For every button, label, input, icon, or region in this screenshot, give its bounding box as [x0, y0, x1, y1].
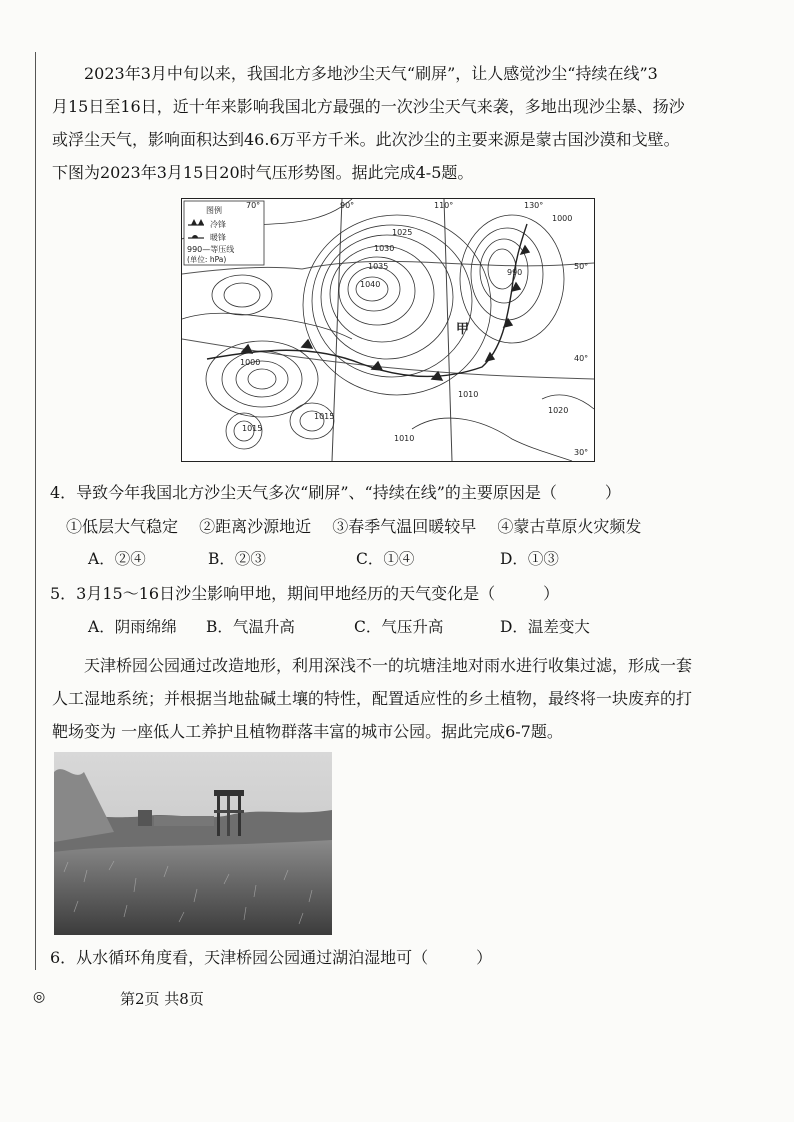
- intro-line-1: 2023年3月中旬以来，我国北方多地沙尘天气“刷屏”，让人感觉沙尘“持续在线”3: [84, 64, 658, 83]
- label-990: 990: [507, 268, 523, 277]
- label-place-jia: 甲: [456, 322, 470, 337]
- intro-paragraph-4: [52, 156, 752, 189]
- map-lat-50: 50°: [574, 262, 589, 271]
- label-1020: 1020: [548, 406, 569, 415]
- intro-paragraph-2: [52, 90, 752, 123]
- label-1015-b: 1015: [242, 424, 263, 433]
- footer-mark-icon: ◎: [33, 989, 46, 1005]
- question-4-items: [66, 515, 657, 539]
- intro2-line-2: 人工湿地系统；并根据当地盐碱土壤的特性，配置适应性的乡土植物，最终将一块废弃的打: [52, 689, 693, 708]
- intro-line-2: 月15日至16日，近十年来影响我国北方最强的一次沙尘天气来袭，多地出现沙尘暴、扬沙: [52, 97, 685, 116]
- label-1000-ne: 1000: [552, 214, 573, 223]
- question-6-stem: 6．从水循环角度看，天津桥园公园通过湖泊湿地可（ ）: [50, 948, 493, 967]
- map-legend-cold-front: 冷锋: [210, 220, 226, 229]
- q4-item-3: ③春季气温回暖较早: [332, 517, 477, 536]
- q4-item-1: ①低层大气稳定: [66, 517, 179, 536]
- label-1040: 1040: [360, 280, 381, 289]
- intro2-paragraph-2: [52, 682, 752, 715]
- q5-option-a: A．阴雨绵绵: [88, 618, 177, 636]
- question-5-stem: 5．3月15～16日沙尘影响甲地，期间甲地经历的天气变化是（ ）: [50, 584, 560, 603]
- label-1035: 1035: [368, 262, 389, 271]
- intro2-line-1: 天津桥园公园通过改造地形，利用深浅不一的坑塘洼地对雨水进行收集过滤，形成一套: [84, 656, 693, 675]
- pressure-map: [181, 198, 595, 462]
- label-1025: 1025: [392, 228, 413, 237]
- map-legend-title: 图例: [206, 206, 222, 215]
- map-lon-70: 70°: [246, 201, 261, 210]
- q4-option-d: D．①③: [500, 550, 559, 568]
- label-1030: 1030: [374, 244, 395, 253]
- map-lon-110: 110°: [434, 201, 454, 210]
- park-photo: [54, 752, 332, 935]
- map-lon-90: 90°: [340, 201, 355, 210]
- intro-line-3: 或浮尘天气，影响面积达到46.6万平方千米。此次沙尘的主要来源是蒙古国沙漠和戈壁。: [52, 130, 680, 149]
- map-lon-130: 130°: [524, 201, 544, 210]
- map-legend-unit: (单位: hPa): [187, 255, 227, 264]
- q4-option-a: A．②④: [88, 550, 146, 568]
- page-number: 第2页 共8页: [120, 990, 204, 1008]
- q4-option-c: C．①④: [356, 550, 415, 568]
- question-5-options: [88, 615, 590, 639]
- intro-line-4: 下图为2023年3月15日20时气压形势图。据此完成4-5题。: [52, 163, 474, 182]
- q5-option-b: B．气温升高: [206, 618, 295, 636]
- label-1010-b: 1010: [394, 434, 415, 443]
- q4-option-b: B．②③: [208, 550, 266, 568]
- label-1010-a: 1010: [458, 390, 479, 399]
- map-legend-isobar: 990—等压线: [187, 245, 235, 254]
- left-margin-line: [35, 52, 36, 970]
- intro2-paragraph-3: [52, 715, 752, 748]
- label-1015-a: 1015: [314, 412, 335, 421]
- map-lat-30: 30°: [574, 448, 589, 457]
- map-legend-warm-front: 暖锋: [210, 233, 226, 242]
- question-4-options: [88, 547, 559, 571]
- pressure-map-svg: [182, 199, 594, 461]
- question-4-stem: 4．导致今年我国北方沙尘天气多次“刷屏”、“持续在线”的主要原因是（ ）: [50, 483, 621, 502]
- intro2-line-3: 靶场变为 一座低人工养护且植物群落丰富的城市公园。据此完成6-7题。: [52, 722, 563, 741]
- intro2-paragraph-1: [52, 649, 752, 682]
- label-1000-w: 1000: [240, 358, 261, 367]
- q5-option-c: C．气压升高: [354, 618, 444, 636]
- map-lat-40: 40°: [574, 354, 589, 363]
- park-photo-svg: [54, 752, 332, 935]
- q4-item-4: ④蒙古草原火灾频发: [497, 517, 642, 536]
- q5-option-d: D．温差变大: [500, 618, 590, 636]
- intro-paragraph-1: [52, 57, 752, 90]
- intro-paragraph-3: [52, 123, 752, 156]
- q4-item-2: ②距离沙源地近: [199, 517, 312, 536]
